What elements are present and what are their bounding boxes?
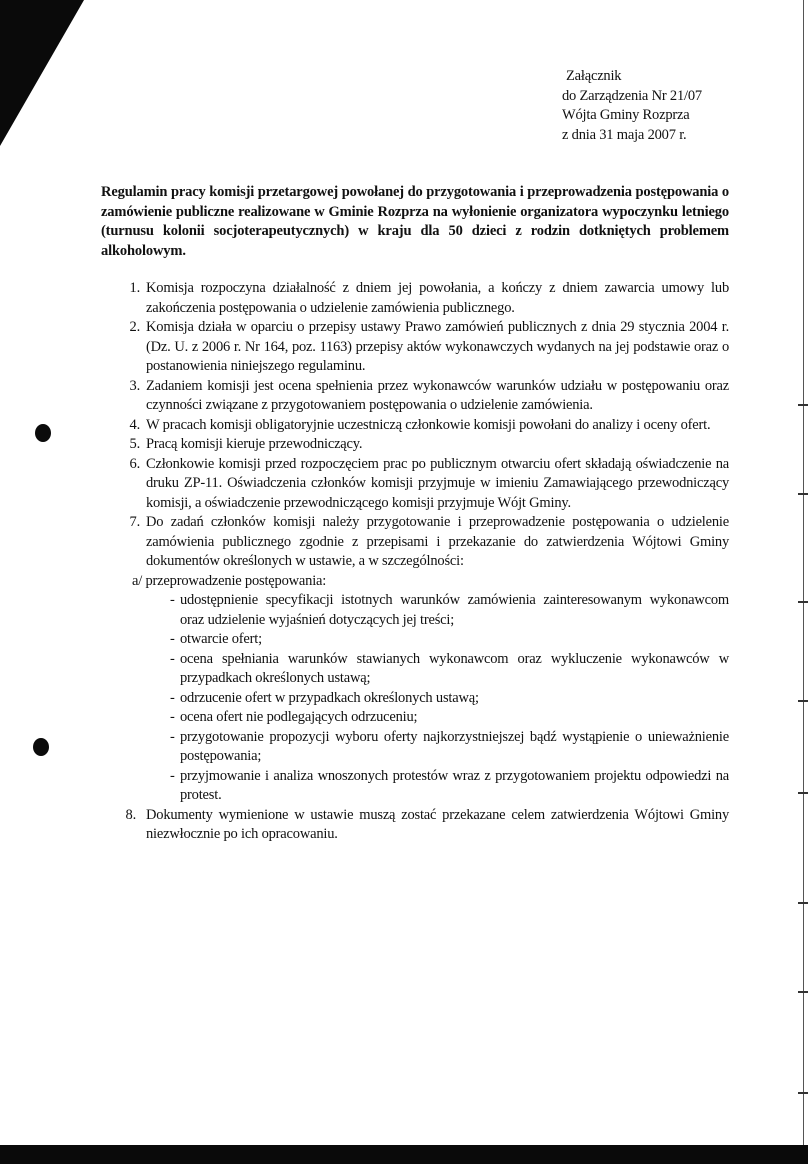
punch-hole <box>33 738 49 756</box>
task-bullet-text: przyjmowanie i analiza wnoszonych protestów wraz z przygotowaniem projektu odpowiedzi na protest. <box>180 767 729 803</box>
rule-text: Członkowie komisji przed rozpoczęciem prac po publicznym otwarciu ofert składają oświadczenie na druku ZP-11. Oświadczenia członków komisji przyjmuje w imieniu Zamawiającego przewodniczący komisji, a oświadczenie przewodniczącego komisji przyjmuje Wójt Gminy. <box>146 455 729 511</box>
rule-number: 6. <box>129 455 140 472</box>
dash-icon: - <box>170 592 175 608</box>
page-edge-tick <box>798 493 808 495</box>
rule-number: 3. <box>129 377 140 394</box>
page-right-edge <box>803 0 804 1145</box>
task-bullet-text: ocena ofert nie podlegających odrzuceniu; <box>180 709 418 725</box>
rule-item <box>129 513 729 806</box>
rule-item <box>129 377 729 416</box>
rule-number: 5. <box>129 436 140 452</box>
rule-item <box>129 279 729 318</box>
rule-text: Zadaniem komisji jest ocena spełnienia przez wykonawców warunków udziału w postępowaniu oraz czynności związane z przygotowaniem postępowania o udzielenie zamówienia. <box>146 377 729 413</box>
rule-text: Komisja rozpoczyna działalność z dniem jej powołania, a kończy z dniem zawarcia umowy lub zakończenia postępowania o udzielenie zamówienia publicznego. <box>146 280 729 316</box>
page-edge-tick <box>798 404 808 406</box>
attachment-line: Wójta Gminy Rozprza <box>562 107 690 123</box>
task-bullet-text: otwarcie ofert; <box>180 631 262 647</box>
rule-text: Dokumenty wymienione w ustawie muszą zostać przekazane celem zatwierdzenia Wójtowi Gminy niezwłocznie po ich opracowaniu. <box>146 806 729 842</box>
rule-item <box>129 435 729 455</box>
punch-hole <box>35 424 51 442</box>
rule-text: Pracą komisji kieruje przewodniczący. <box>146 436 363 452</box>
rule-number: 7. <box>129 514 140 530</box>
dash-icon: - <box>170 631 175 647</box>
rule-item <box>129 455 729 514</box>
task-bullet-text: ocena spełniania warunków stawianych wykonawcom oraz wykluczenie wykonawców w przypadkach określonych ustawą; <box>180 650 729 686</box>
rule-number: 1. <box>129 280 140 296</box>
scan-bottom-band <box>0 1145 808 1164</box>
dash-icon: - <box>170 767 175 784</box>
rule-item <box>125 806 729 845</box>
dash-icon: - <box>170 650 175 667</box>
document-title: Regulamin pracy komisji przetargowej powołanej do przygotowania i przeprowadzenia postępowania o zamówienie publiczne realizowane w Gminie Rozprza na wyłonienie organizatora wypoczynku letniego (turnusu kolonii socjoterapeutycznych) w kraju dla 50 dzieci z rodzin dotkniętych problemem alkoholowym. <box>101 184 729 259</box>
rule-text: W pracach komisji obligatoryjnie uczestniczą członkowie komisji powołani do analizy i oceny ofert. <box>146 416 711 433</box>
task-bullet <box>170 728 729 767</box>
rules-list <box>125 279 729 845</box>
task-bullet-text: przygotowanie propozycji wyboru oferty najkorzystniejszej bądź wystąpienie o unieważnienie postępowania; <box>180 728 729 764</box>
page-edge-tick <box>798 792 808 794</box>
rule-number: 8. <box>125 806 136 823</box>
rule-number: 4. <box>129 416 140 433</box>
attachment-line: Załącznik <box>566 68 622 84</box>
attachment-header <box>562 67 702 145</box>
page-edge-tick <box>798 991 808 993</box>
task-bullet <box>170 708 729 728</box>
task-bullet <box>170 650 729 689</box>
scan-corner-shadow <box>0 0 90 150</box>
dash-icon: - <box>170 728 175 745</box>
rule-item <box>129 318 729 377</box>
rule-text: Komisja działa w oparciu o przepisy ustawy Prawo zamówień publicznych z dnia 29 stycznia 2004 r. (Dz. U. z 2006 r. Nr 164, poz. 1163) przepisy aktów wykonawczych wydanych na jej podstawie oraz o postanowienia niniejszego regulaminu. <box>146 319 729 374</box>
rule-text: Do zadań członków komisji należy przygotowanie i przeprowadzenie postępowania o udzielenie zamówienia publicznego zgodnie z przepisami i przekazanie do zatwierdzenia Wójtowi Gminy dokumentów określonych w ustawie, a w szczególności: <box>146 514 729 569</box>
page-edge-tick <box>798 700 808 702</box>
page-edge-tick <box>798 1092 808 1094</box>
task-bullet <box>170 591 729 630</box>
attachment-line: z dnia 31 maja 2007 r. <box>562 126 687 143</box>
task-bullet <box>170 767 729 806</box>
rule-sub-label: a/ przeprowadzenie postępowania: <box>132 572 327 589</box>
task-bullet <box>170 630 729 650</box>
page-edge-tick <box>798 902 808 904</box>
task-bullet-list <box>146 591 729 806</box>
dash-icon: - <box>170 709 175 725</box>
rule-item <box>129 416 729 436</box>
dash-icon: - <box>170 689 175 706</box>
attachment-line: do Zarządzenia Nr 21/07 <box>562 87 702 104</box>
task-bullet-text: odrzucenie ofert w przypadkach określonych ustawą; <box>180 689 479 706</box>
task-bullet <box>170 689 729 709</box>
rule-number: 2. <box>129 319 140 335</box>
task-bullet-text: udostępnienie specyfikacji istotnych warunków zamówienia zainteresowanym wykonawcom oraz udzielenie wyjaśnień dotyczących jej treści; <box>180 592 729 628</box>
page-edge-tick <box>798 601 808 603</box>
